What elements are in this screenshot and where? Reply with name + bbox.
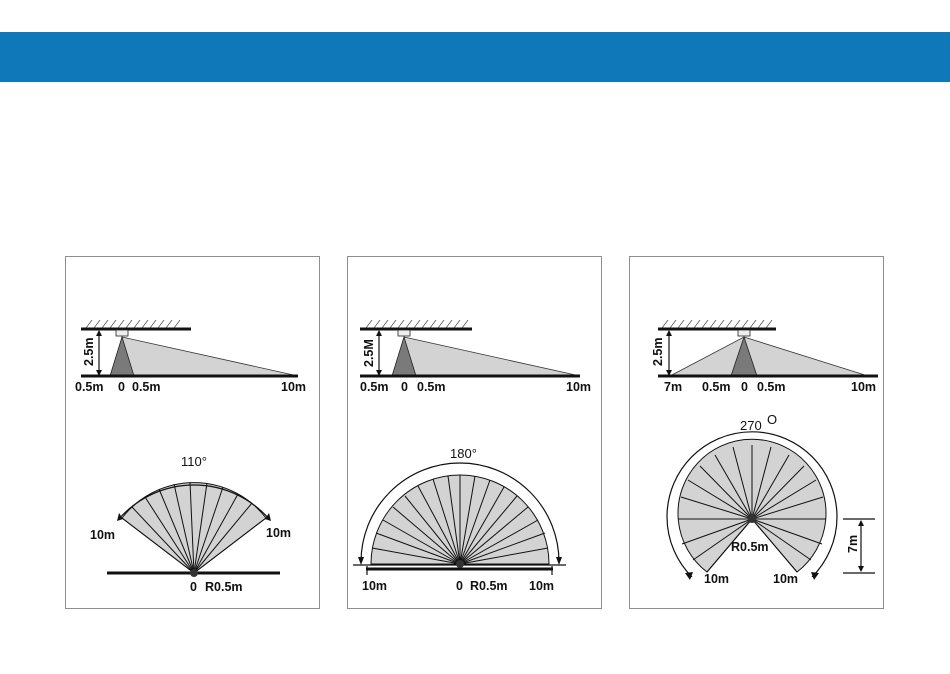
side-inner-label: 0.5m [132,380,161,394]
angle-label: 110° [181,454,207,469]
ceiling-hatch [86,320,180,328]
side-inner-label: 0.5m [417,380,446,394]
detection-panel-110 [65,256,320,609]
angle-mark: O [767,412,778,427]
ceiling-hatch [662,320,772,328]
detection-diagram-180 [348,257,603,610]
header-bar [0,32,950,82]
sensor-icon [116,330,128,336]
coverage-cone-far [404,337,580,376]
detection-diagram-270 [630,257,885,610]
side-far-label: 10m [566,380,592,394]
sensor-icon [738,330,750,336]
side-zero-label: 0 [741,380,748,394]
ceiling-hatch [366,320,468,328]
sensor-origin [190,569,198,577]
side-far-left-label: 7m [664,380,683,394]
sensor-icon [398,330,410,336]
right-range-label: 10m [773,572,799,586]
sensor-origin [456,560,464,568]
side-left-label: 0.5m [360,380,389,394]
detection-panel-180 [347,256,602,609]
detection-panel-270 [629,256,884,609]
side-inner-label: 0.5m [757,380,786,394]
left-range-label: 10m [704,572,730,586]
coverage-cone-far [122,337,298,376]
sensor-origin [748,515,756,523]
right-range-label: 10m [529,579,555,593]
right-range-label: 10m [266,526,292,540]
side-far-label: 10m [851,380,877,394]
dimension-label: 7m [846,534,860,553]
side-zero-label: 0 [401,380,408,394]
side-height-label: 2.5M [362,339,376,367]
side-zero-label: 0 [118,380,125,394]
angle-label: 270 [740,418,762,433]
coverage-cone-far [670,337,868,376]
detection-diagram-110 [66,257,321,610]
side-height-label: 2.5m [651,337,665,366]
side-left-label: 0.5m [75,380,104,394]
side-far-label: 10m [281,380,307,394]
left-range-label: 10m [90,528,116,542]
fan-sectors [122,482,266,573]
top-zero-label: 0 [190,580,197,594]
left-range-label: 10m [362,579,388,593]
radius-label: R0.5m [470,579,508,593]
fan-sectors [371,475,549,564]
radius-label: R0.5m [205,580,243,594]
top-zero-label: 0 [456,579,463,593]
radius-label: R0.5m [731,540,769,554]
side-height-label: 2.5m [82,337,96,366]
side-left-label: 0.5m [702,380,731,394]
angle-label: 180° [450,446,477,461]
